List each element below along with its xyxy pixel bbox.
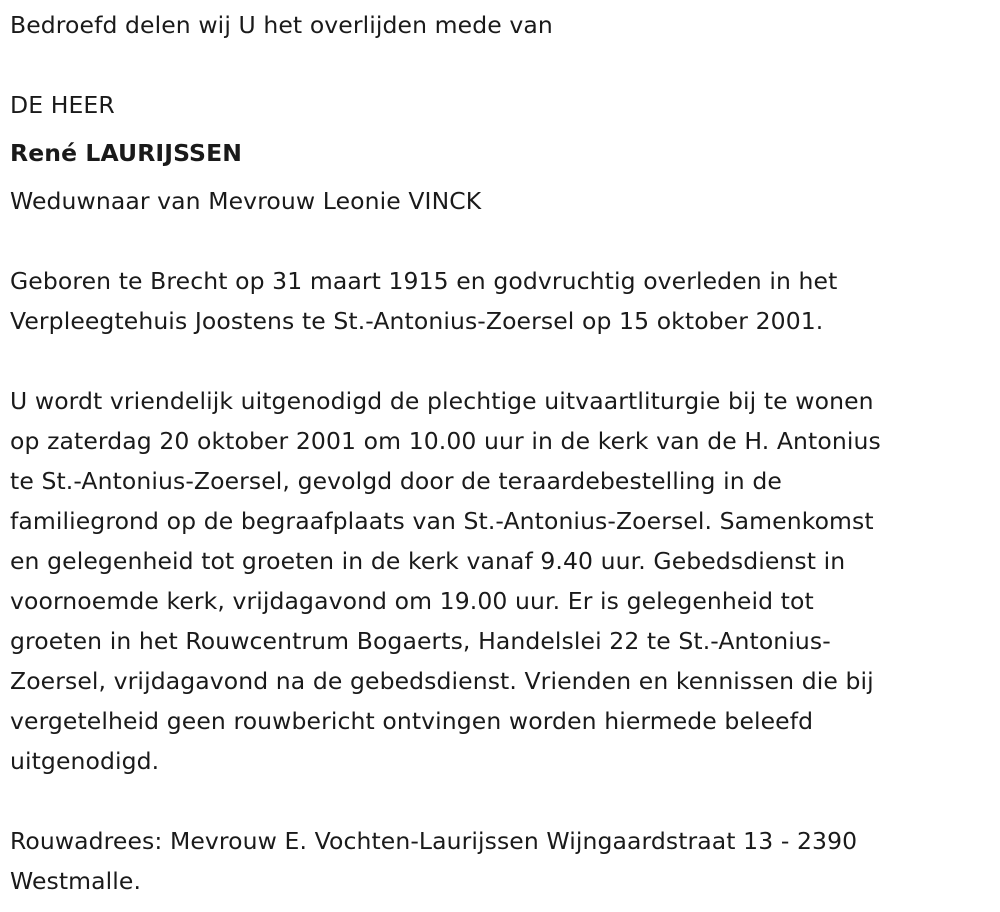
birth-death-line: Verpleegtehuis Joostens te St.-Antonius-Zoersel op 15 oktober 2001. xyxy=(10,307,824,335)
birth-death-paragraph xyxy=(10,261,837,341)
funeral-line: vergetelheid geen rouwbericht ontvingen worden hiermede beleefd xyxy=(10,707,814,735)
intro-text: Bedroefd delen wij U het overlijden mede van xyxy=(10,11,553,39)
funeral-line: Zoersel, vrijdagavond na de gebedsdienst. Vrienden en kennissen die bij xyxy=(10,667,874,695)
spouse-text: Weduwnaar van Mevrouw Leonie VINCK xyxy=(10,187,482,215)
funeral-line: en gelegenheid tot groeten in de kerk vanaf 9.40 uur. Gebedsdienst in xyxy=(10,547,846,575)
funeral-paragraph xyxy=(10,381,881,781)
funeral-line: voornoemde kerk, vrijdagavond om 19.00 uur. Er is gelegenheid tot xyxy=(10,587,814,615)
address-line: Rouwadrees: Mevrouw E. Vochten-Laurijssen Wijngaardstraat 13 - 2390 xyxy=(10,827,858,855)
funeral-line: op zaterdag 20 oktober 2001 om 10.00 uur in de kerk van de H. Antonius xyxy=(10,427,881,455)
funeral-line: U wordt vriendelijk uitgenodigd de plechtige uitvaartliturgie bij te wonen xyxy=(10,387,874,415)
deceased-name: René LAURIJSSEN xyxy=(10,139,243,167)
address-paragraph xyxy=(10,821,857,901)
funeral-line: te St.-Antonius-Zoersel, gevolgd door de teraardebestelling in de xyxy=(10,467,782,495)
address-line: Westmalle. xyxy=(10,867,142,895)
funeral-line: uitgenodigd. xyxy=(10,747,160,775)
title-text: DE HEER xyxy=(10,91,115,119)
birth-death-line: Geboren te Brecht op 31 maart 1915 en godvruchtig overleden in het xyxy=(10,267,838,295)
funeral-line: groeten in het Rouwcentrum Bogaerts, Handelslei 22 te St.-Antonius- xyxy=(10,627,831,655)
funeral-line: familiegrond op de begraafplaats van St.-Antonius-Zoersel. Samenkomst xyxy=(10,507,874,535)
